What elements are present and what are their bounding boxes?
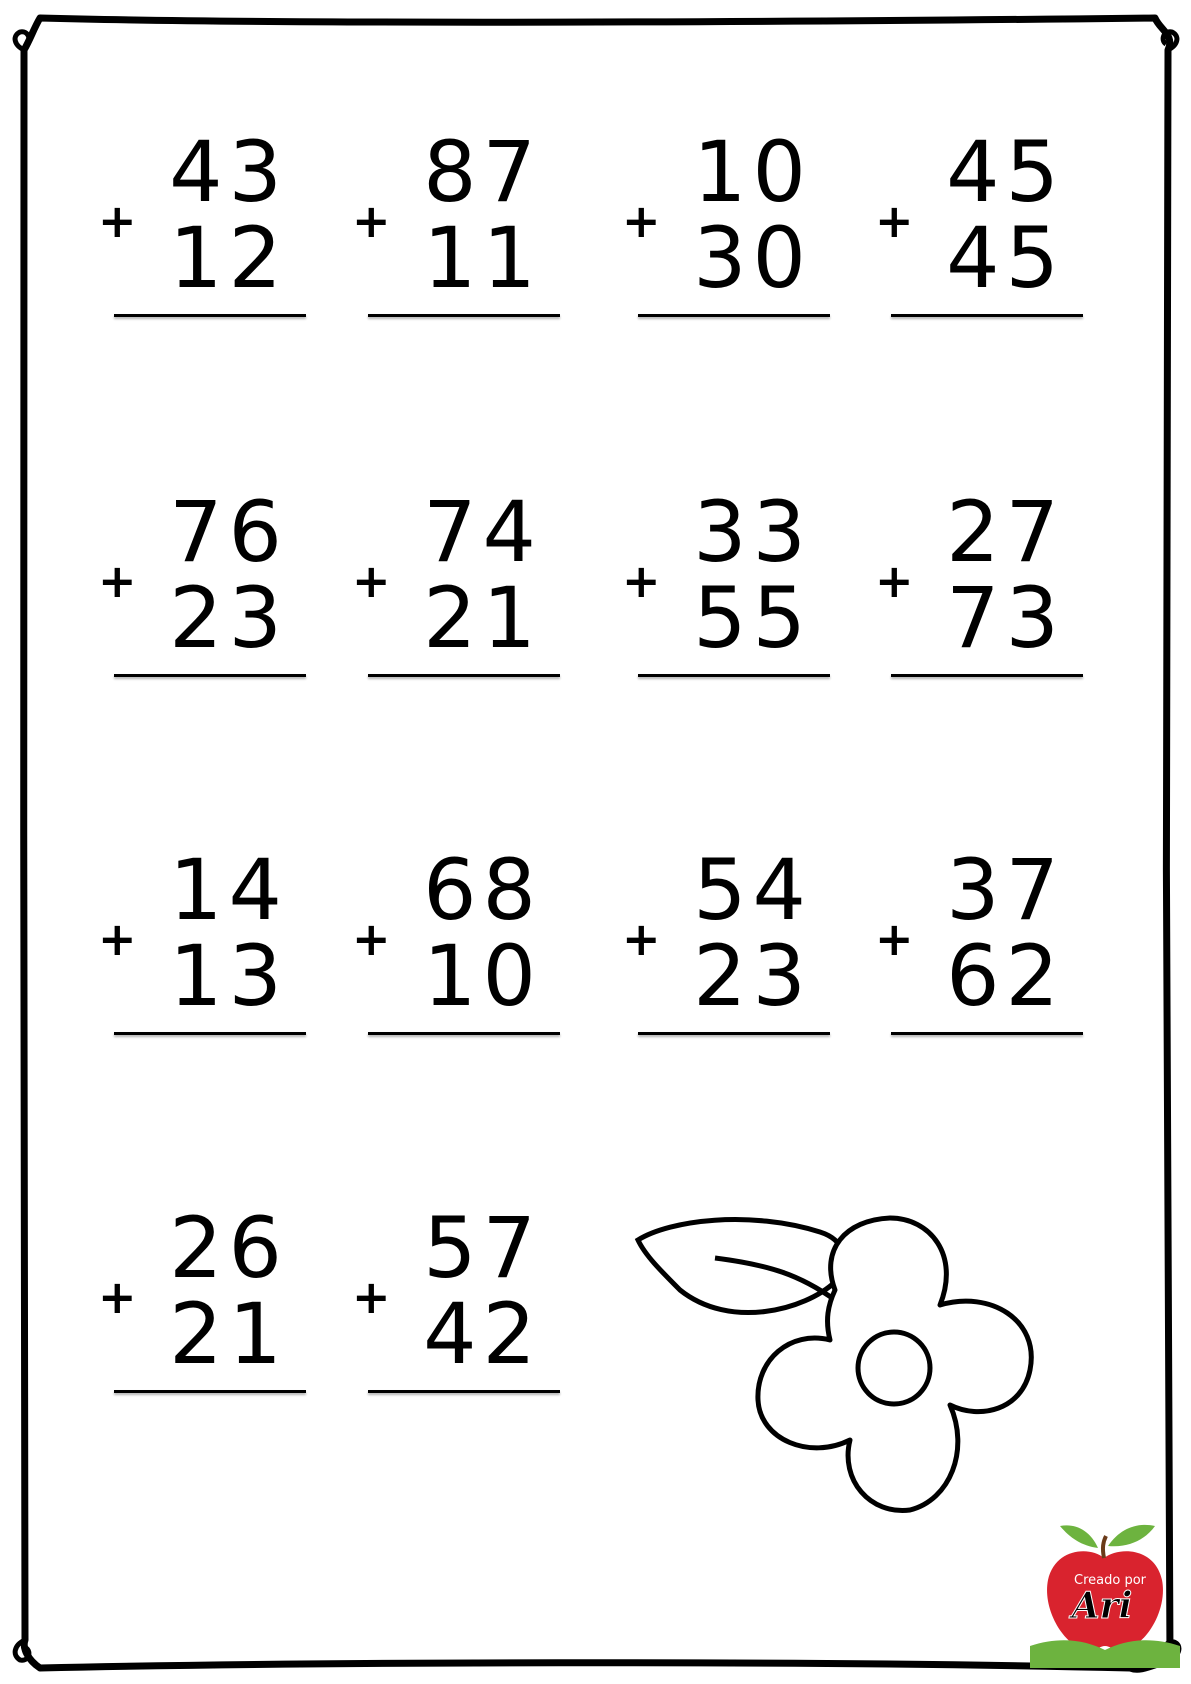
- answer-line[interactable]: [891, 1032, 1083, 1035]
- addend-top: 26: [169, 1199, 288, 1297]
- addend-bottom: 55: [693, 569, 812, 667]
- plus-sign: +: [98, 194, 137, 248]
- apple-logo-icon: [1030, 1518, 1180, 1668]
- addition-problem: [352, 483, 542, 690]
- addition-problem: [98, 123, 288, 330]
- addend-top: 54: [693, 841, 812, 939]
- addend-top: 45: [946, 123, 1065, 221]
- svg-text:Creado por: Creado por: [1074, 1573, 1146, 1588]
- addend-top: 68: [423, 841, 542, 939]
- plus-sign: +: [98, 912, 137, 966]
- answer-line[interactable]: [891, 314, 1083, 317]
- answer-line[interactable]: [114, 674, 306, 677]
- addition-problem: [875, 841, 1065, 1048]
- addition-problem: [98, 483, 288, 690]
- plus-sign: +: [98, 1270, 137, 1324]
- addend-bottom: 12: [169, 209, 288, 307]
- addend-bottom: 21: [169, 1285, 288, 1383]
- plus-sign: +: [352, 554, 391, 608]
- addition-problem: [352, 1199, 542, 1406]
- addend-top: 74: [423, 483, 542, 581]
- plus-sign: +: [875, 912, 914, 966]
- addition-problem: [622, 483, 812, 690]
- answer-line[interactable]: [368, 1032, 560, 1035]
- addition-problem: [352, 841, 542, 1048]
- addition-problem: [98, 1199, 288, 1406]
- answer-line[interactable]: [368, 314, 560, 317]
- svg-text:Ari: Ari: [1071, 1585, 1133, 1627]
- answer-line[interactable]: [114, 1390, 306, 1393]
- addend-bottom: 11: [423, 209, 542, 307]
- addend-top: 87: [423, 123, 542, 221]
- addend-bottom: 13: [169, 927, 288, 1025]
- answer-line[interactable]: [638, 1032, 830, 1035]
- addend-bottom: 42: [423, 1285, 542, 1383]
- plus-sign: +: [98, 554, 137, 608]
- plus-sign: +: [875, 194, 914, 248]
- answer-line[interactable]: [891, 674, 1083, 677]
- addition-problem: [875, 483, 1065, 690]
- plus-sign: +: [622, 912, 661, 966]
- addend-bottom: 73: [946, 569, 1065, 667]
- plus-sign: +: [352, 912, 391, 966]
- answer-line[interactable]: [638, 314, 830, 317]
- addend-bottom: 62: [946, 927, 1065, 1025]
- addend-bottom: 10: [423, 927, 542, 1025]
- addition-problem: [352, 123, 542, 330]
- addend-top: 10: [693, 123, 812, 221]
- addend-top: 43: [169, 123, 288, 221]
- plus-sign: +: [352, 1270, 391, 1324]
- addend-top: 57: [423, 1199, 542, 1297]
- addend-top: 76: [169, 483, 288, 581]
- answer-line[interactable]: [368, 1390, 560, 1393]
- addend-bottom: 45: [946, 209, 1065, 307]
- plus-sign: +: [622, 194, 661, 248]
- addend-bottom: 23: [693, 927, 812, 1025]
- addition-problem: [622, 123, 812, 330]
- plus-sign: +: [875, 554, 914, 608]
- addend-bottom: 30: [693, 209, 812, 307]
- plus-sign: +: [352, 194, 391, 248]
- addition-problem: [875, 123, 1065, 330]
- addend-bottom: 23: [169, 569, 288, 667]
- answer-line[interactable]: [368, 674, 560, 677]
- addend-top: 33: [693, 483, 812, 581]
- flower-outline-icon: [630, 1210, 1090, 1540]
- addend-top: 27: [946, 483, 1065, 581]
- addition-problem: [622, 841, 812, 1048]
- answer-line[interactable]: [638, 674, 830, 677]
- addend-top: 14: [169, 841, 288, 939]
- plus-sign: +: [622, 554, 661, 608]
- addend-bottom: 21: [423, 569, 542, 667]
- answer-line[interactable]: [114, 314, 306, 317]
- addition-problem: [98, 841, 288, 1048]
- answer-line[interactable]: [114, 1032, 306, 1035]
- addend-top: 37: [946, 841, 1065, 939]
